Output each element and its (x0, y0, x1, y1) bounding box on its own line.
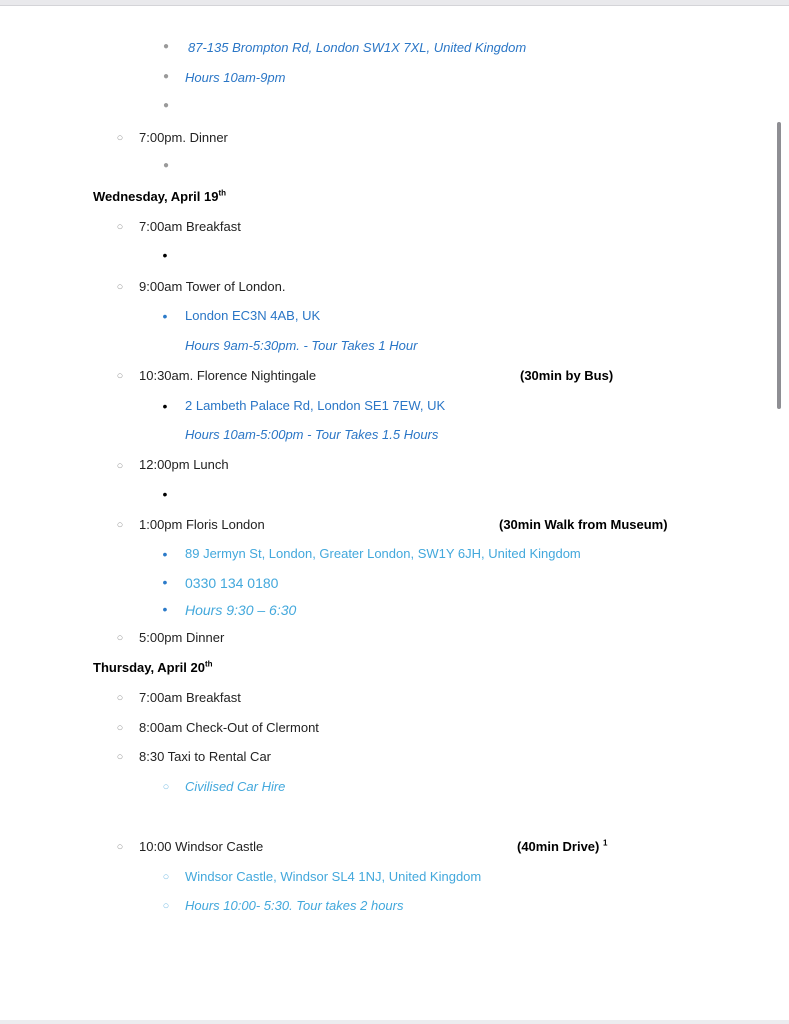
footnote-marker[interactable]: 1 (603, 838, 608, 848)
florence-address-link[interactable]: 2 Lambeth Palace Rd, London SE1 7EW, UK (185, 398, 446, 413)
wednesday-dinner: 5:00pm Dinner (139, 630, 225, 645)
bullet-circle: ○ (116, 370, 124, 382)
bottom-edge (0, 1020, 789, 1024)
bullet-dot: ● (162, 41, 170, 52)
bullet-circle: ○ (162, 900, 170, 912)
bullet-dot: ● (162, 160, 170, 171)
bullet-circle: ○ (116, 519, 124, 531)
wednesday-breakfast: 7:00am Breakfast (139, 219, 241, 234)
bullet-circle: ○ (116, 132, 124, 144)
bullet-circle: ○ (116, 751, 124, 763)
windsor-hours: Hours 10:00- 5:30. Tour takes 2 hours (185, 898, 404, 913)
floris-phone-link[interactable]: 0330 134 0180 (185, 575, 279, 591)
bullet-dot: • (162, 308, 168, 324)
taxi-item: 8:30 Taxi to Rental Car (139, 749, 271, 764)
bullet-dot: • (162, 574, 168, 590)
bullet-circle: ○ (116, 722, 124, 734)
bullet-dot: • (162, 398, 168, 414)
store-hours: Hours 10am-9pm (185, 70, 286, 85)
wednesday-heading: Wednesday, April 19th (93, 188, 227, 204)
travel-note: (40min Drive) $^1$ (517, 838, 608, 854)
bullet-circle: ○ (116, 841, 124, 853)
tuesday-dinner: 7:00pm. Dinner (139, 130, 228, 145)
bullet-dot: ● (162, 100, 170, 111)
florence-hours: Hours 10am-5:00pm - Tour Takes 1.5 Hours (185, 427, 439, 442)
bullet-dot: ● (162, 71, 170, 82)
floris-london-item: 1:00pm Floris London (139, 517, 265, 532)
windsor-address-link[interactable]: Windsor Castle, Windsor SL4 1NJ, United Kingdom (185, 869, 482, 884)
tower-address-link[interactable]: London EC3N 4AB, UK (185, 308, 321, 323)
floris-hours: Hours 9:30 – 6:30 (185, 602, 297, 618)
car-hire-link[interactable]: Civilised Car Hire (185, 779, 286, 794)
checkout-item: 8:00am Check-Out of Clermont (139, 720, 319, 735)
tower-hours: Hours 9am-5:30pm. - Tour Takes 1 Hour (185, 338, 418, 353)
top-edge (0, 0, 789, 6)
bullet-circle: ○ (116, 632, 124, 644)
vertical-scrollbar[interactable] (777, 122, 781, 409)
wednesday-lunch: 12:00pm Lunch (139, 457, 229, 472)
thursday-heading: Thursday, April 20th (93, 659, 213, 675)
bullet-dot: • (162, 247, 168, 263)
bullet-circle: ○ (162, 871, 170, 883)
thursday-breakfast: 7:00am Breakfast (139, 690, 241, 705)
bullet-dot: • (162, 546, 168, 562)
floris-address-link[interactable]: 89 Jermyn St, London, Greater London, SW1Y 6JH, United Kingdom (185, 546, 581, 561)
store-address-link[interactable]: 87-135 Brompton Rd, London SW1X 7XL, United Kingdom (188, 40, 527, 55)
bullet-dot: • (162, 601, 168, 617)
travel-note: (30min Walk from Museum) (499, 517, 668, 532)
bullet-circle: ○ (116, 221, 124, 233)
bullet-circle: ○ (116, 692, 124, 704)
florence-nightingale-item: 10:30am. Florence Nightingale (139, 368, 317, 383)
tower-of-london-item: 9:00am Tower of London. (139, 279, 286, 294)
bullet-circle: ○ (116, 460, 124, 472)
bullet-dot: • (162, 486, 168, 502)
bullet-circle: ○ (162, 781, 170, 793)
bullet-circle: ○ (116, 281, 124, 293)
windsor-castle-item: 10:00 Windsor Castle (139, 839, 264, 854)
travel-note: (30min by Bus) (520, 368, 614, 383)
